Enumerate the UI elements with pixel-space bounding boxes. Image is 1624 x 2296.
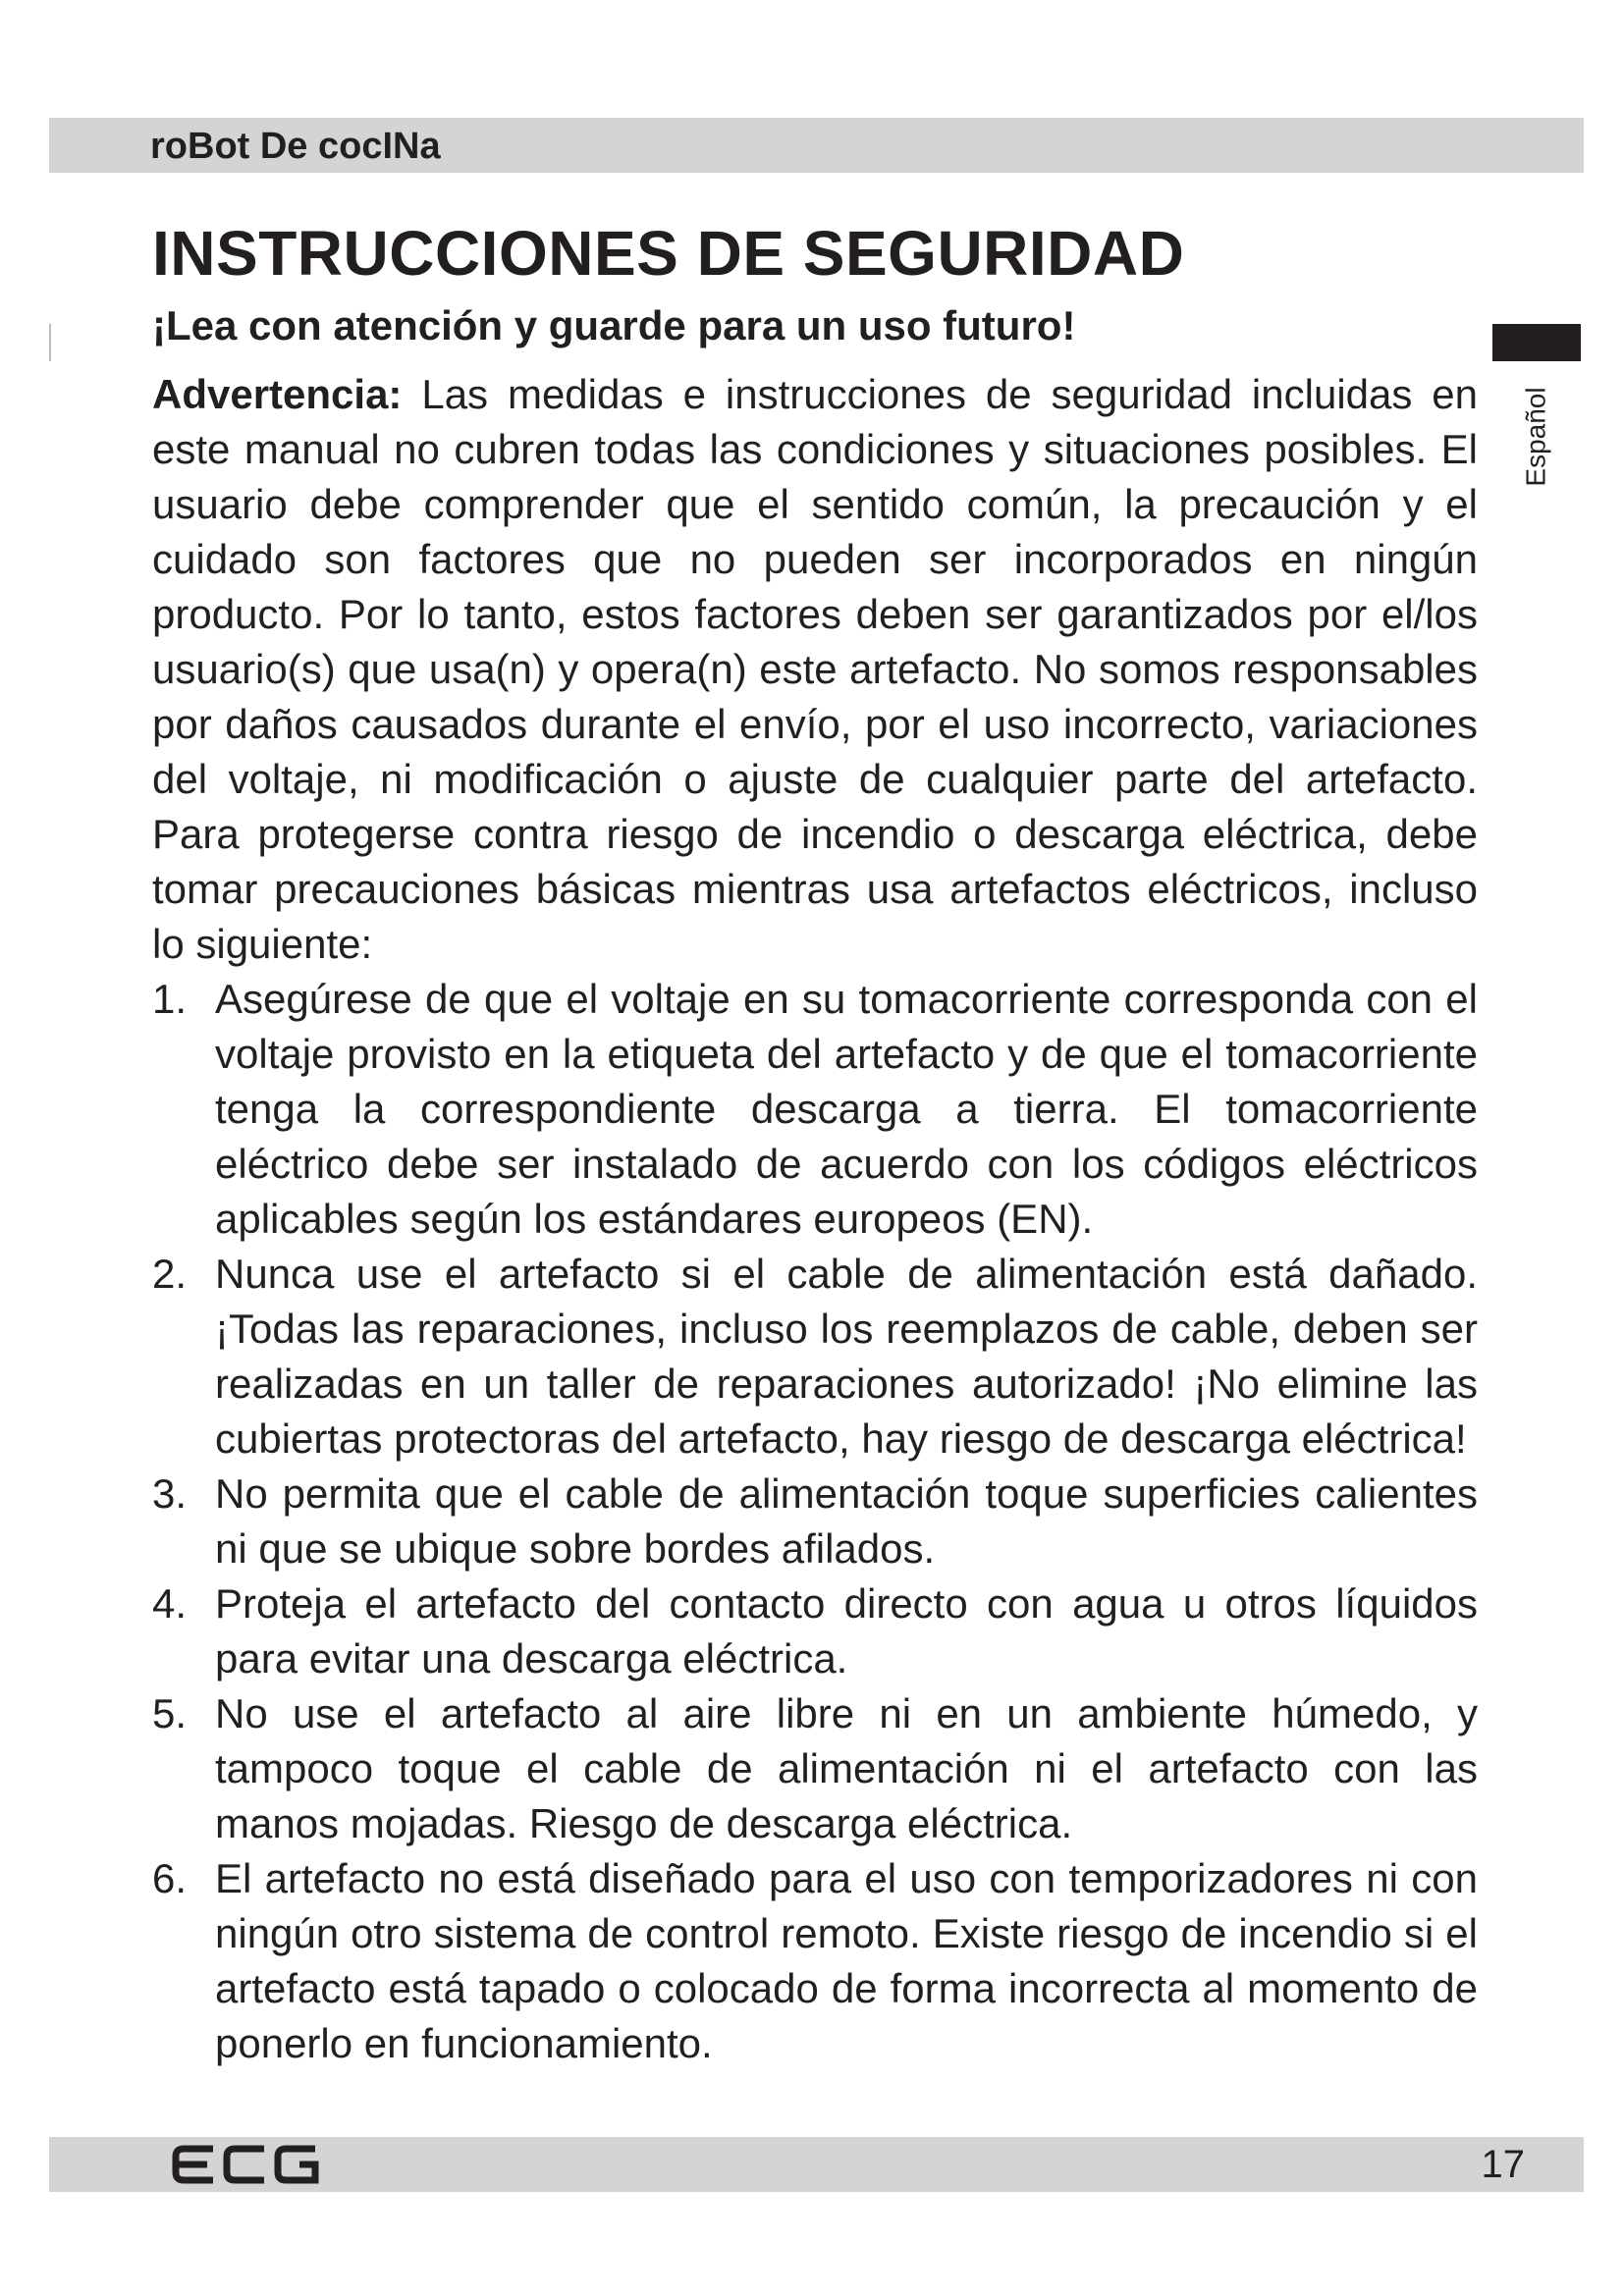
page-number: 17 xyxy=(1481,2143,1525,2186)
page-subtitle: ¡Lea con atención y guarde para un uso futuro! xyxy=(152,302,1076,348)
warning-text: Las medidas e instrucciones de seguridad incluidas en este manual no cubren todas las condiciones y situaciones posibles. El usuario debe comprender que el sentido común, la precaución y el cuidado son factores que no pueden ser incorporados en ningún producto. Por lo tanto, estos factores deben ser garantizados por el/los usuario(s) que usa(n) y opera(n) este artefacto. No somos responsables por daños causados durante el envío, por el uso incorrecto, variaciones del voltaje, ni modificación o ajuste de cualquier parte del artefacto. Para protegerse contra riesgo de incendio o descarga eléctrica, debe tomar precauciones básicas mientras usa artefactos eléctricos, incluso lo siguiente: xyxy=(152,371,1478,967)
list-item xyxy=(152,1686,1478,1851)
list-item xyxy=(152,972,1478,1247)
header-title: roBot De cocINa xyxy=(150,126,441,167)
language-tab-label xyxy=(1502,383,1571,491)
main-content xyxy=(152,214,1478,2071)
header-bar xyxy=(49,118,1584,173)
left-margin-mark xyxy=(49,324,51,361)
list-item-text: No permita que el cable de alimentación toque superficies calientes ni que se ubique sobre bordes afilados. xyxy=(215,1470,1478,1572)
list-item-text: No use el artefacto al aire libre ni en un ambiente húmedo, y tampoco toque el cable de alimentación ni el artefacto con las manos mojadas. Riesgo de descarga eléctrica. xyxy=(215,1690,1478,1846)
page-title: INSTRUCCIONES DE SEGURIDAD xyxy=(152,218,1185,289)
list-item xyxy=(152,1247,1478,1467)
safety-list xyxy=(152,972,1478,2071)
list-item xyxy=(152,1576,1478,1686)
list-item-number: 1. xyxy=(152,976,188,1022)
warning-paragraph xyxy=(152,367,1478,972)
warning-label: Advertencia: xyxy=(152,371,403,417)
list-item-text: Proteja el artefacto del contacto directo con agua u otros líquidos para evitar una descarga eléctrica. xyxy=(215,1580,1478,1682)
list-item xyxy=(152,1467,1478,1576)
ecg-logo xyxy=(172,2143,329,2186)
list-item-number: 5. xyxy=(152,1690,188,1736)
list-item-number: 2. xyxy=(152,1251,188,1297)
list-item-text: El artefacto no está diseñado para el uso con temporizadores ni con ningún otro sistema de control remoto. Existe riesgo de incendio si el artefacto está tapado o colocado de forma incorrecta al momento de ponerlo en funcionamiento. xyxy=(215,1855,1478,2066)
list-item-number: 4. xyxy=(152,1580,188,1627)
list-item-number: 3. xyxy=(152,1470,188,1517)
language-label: Español xyxy=(1521,387,1551,487)
list-item-number: 6. xyxy=(152,1855,188,1901)
list-item-text: Asegúrese de que el voltaje en su tomacorriente corresponda con el voltaje provisto en la etiqueta del artefacto y de que el tomacorriente tenga la correspondiente descarga a tierra. El tomacorriente eléctrico debe ser instalado de acuerdo con los códigos eléctricos aplicables según los estándares europeos (EN). xyxy=(215,976,1478,1242)
ecg-logo-mark xyxy=(172,2145,329,2184)
list-item-text: Nunca use el artefacto si el cable de alimentación está dañado. ¡Todas las reparaciones, incluso los reemplazos de cable, deben ser realizadas en un taller de reparaciones autorizado! ¡No elimine las cubiertas protectoras del artefacto, hay riesgo de descarga eléctrica! xyxy=(215,1251,1478,1462)
list-item xyxy=(152,1851,1478,2071)
footer-bar xyxy=(49,2137,1584,2192)
language-tab-marker xyxy=(1492,324,1581,361)
